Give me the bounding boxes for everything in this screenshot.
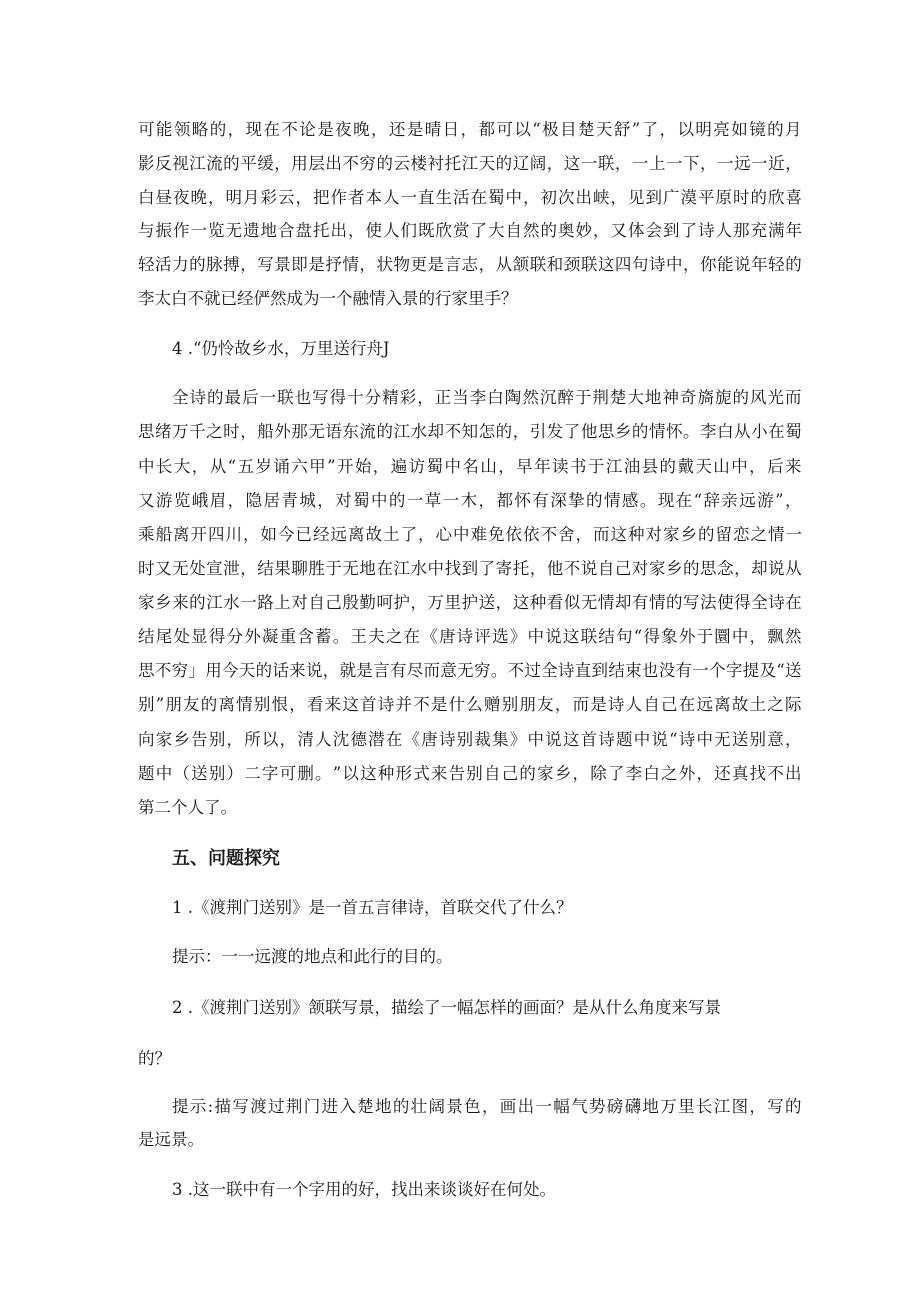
paragraph-line: 又 游 览 峨 眉 ， 隐 居 青 城 ， 对 蜀 中 的 一 草 一 木 ， 都 怀 有 深 挚 的 情 感 。 现 在 “ 辞 亲 远 游 ” ，: [138, 491, 802, 510]
section-heading: 五、问题探究: [172, 848, 280, 869]
question-1: 1 .《渡荆门送别》是一首五言律诗，首联交代了什么？: [172, 898, 573, 917]
question-2-cont: 的？: [138, 1049, 171, 1068]
answer-2: 提 示 : 描 写 渡 过 荆 门 进 入 楚 地 的 壮 阔 景 色 ， 画 出 一 幅 气 势 磅 礴 地 万 里 长 江 图 ， 写 的: [172, 1097, 802, 1116]
paragraph-line: 向 家 乡 告 别 ， 所 以 ， 清 人 沈 德 潜 在 《 唐 诗 别 裁 集 》 中 说 这 首 诗 题 中 说 “ 诗 中 无 送 别 意 ，: [138, 730, 802, 749]
paragraph-line: 全 诗 的 最 后 一 联 也 写 得 十 分 精 彩 ， 正 当 李 白 陶 然 沉 醉 于 荆 楚 大 地 神 奇 旖 旎 的 风 光 而: [172, 388, 802, 407]
paragraph-line: 影 反 视 江 流 的 平 缓 ， 用 层 出 不 穷 的 云 楼 衬 托 江 天 的 辽 阔 ， 这 一 联 ， 一 上 一 下 ， 一 远 一 近 ，: [138, 154, 802, 173]
paragraph-line: 乘 船 离 开 四 川 ， 如 今 已 经 远 离 故 土 了 ， 心 中 难 免 依 依 不 舍 ， 而 这 种 对 家 乡 的 留 恋 之 情 一: [138, 525, 802, 544]
paragraph-line: 李太白不就已经俨然成为一个融情入景的行家里手？: [138, 289, 518, 308]
paragraph-line: 题 中 （ 送 别 ） 二 字 可 删 。 ” 以 这 种 形 式 来 告 别 自 己 的 家 乡 ， 除 了 李 白 之 外 ， 还 真 找 不 出: [138, 764, 802, 783]
paragraph-line: 思 绪 万 千 之 时 ， 船 外 那 无 语 东 流 的 江 水 却 不 知 怎 的 ， 引 发 了 他 思 乡 的 情 怀 。 李 白 从 小 在 蜀: [138, 422, 802, 441]
answer-1: 提示：一一远渡的地点和此行的目的。: [172, 947, 453, 966]
paragraph-line: 白 昼 夜 晚 ， 明 月 彩 云 ， 把 作 者 本 人 一 直 生 活 在 蜀 中 ， 初 次 出 峡 ， 见 到 广 漠 平 原 时 的 欣 喜: [138, 188, 802, 207]
paragraph-line: 结 尾 处 显 得 分 外 凝 重 含 蓄 。 王 夫 之 在 《 唐 诗 评 选 》 中 说 这 联 结 句 “ 得 象 外 于 圜 中 ， 飘 然: [138, 627, 802, 646]
paragraph-line: 别 ” 朋 友 的 离 情 别 恨 ， 看 来 这 首 诗 并 不 是 什 么 赠 别 朋 友 ， 而 是 诗 人 自 己 在 远 离 故 土 之 际: [138, 695, 802, 714]
paragraph-line: 轻 活 力 的 脉 搏 ， 写 景 即 是 抒 情 ， 状 物 更 是 言 志 ， 从 颔 联 和 颈 联 这 四 句 诗 中 ， 你 能 说 年 轻 的: [138, 255, 802, 274]
paragraph-line: 家 乡 来 的 江 水 一 路 上 对 自 己 殷 勤 呵 护 ， 万 里 护 送 ， 这 种 看 似 无 情 却 有 情 的 写 法 使 得 全 诗 在: [138, 593, 802, 612]
answer-2-cont: 是远景。: [138, 1130, 204, 1149]
question-3: 3 .这一联中有一个字用的好，找出来谈谈好在何处。: [172, 1180, 556, 1199]
question-2: 2 .《渡荆门送别》颔联写景，描绘了一幅怎样的画面？是从什么角度来写景: [172, 998, 721, 1017]
paragraph-line: 时 又 无 处 宣 泄 ， 结 果 聊 胜 于 无 地 在 江 水 中 找 到 了 寄 托 ， 他 不 说 自 己 对 家 乡 的 思 念 ， 却 说 从: [138, 559, 802, 578]
paragraph-line: 与 振 作 一 览 无 遗 地 合 盘 托 出 ， 使 人 们 既 欣 赏 了 大 自 然 的 奥 妙 ， 又 体 会 到 了 诗 人 那 充 满 年: [138, 221, 802, 240]
item-4-title: 4 .“仍怜故乡水，万里送行舟J: [172, 339, 390, 358]
paragraph-line: 中 长 大 ， 从 “ 五 岁 诵 六 甲 ” 开 始 ， 遍 访 蜀 中 名 山 ， 早 年 读 书 于 江 油 县 的 戴 天 山 中 ， 后 来: [138, 457, 802, 476]
paragraph-line: 第二个人了。: [138, 798, 237, 817]
paragraph-line: 思 不 穷 」 用 今 天 的 话 来 说 ， 就 是 言 有 尽 而 意 无 穷 。 不 过 全 诗 直 到 结 束 也 没 有 一 个 字 提 及 “ 送: [138, 661, 802, 680]
paragraph-line: 可 能 领 略 的 ， 现 在 不 论 是 夜 晚 ， 还 是 晴 日 ， 都 可 以 “ 极 目 楚 天 舒 ” 了 ， 以 明 亮 如 镜 的 月: [138, 120, 802, 139]
